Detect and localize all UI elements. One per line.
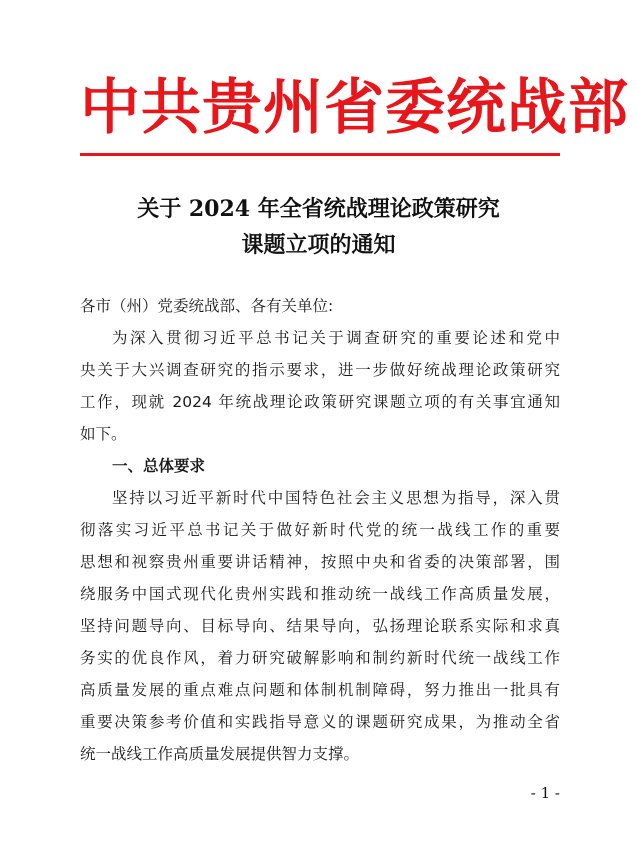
- paragraph-line: 思想和视察贵州重要讲话精神，按照中央和省委的决策部署，围: [80, 553, 560, 571]
- document-title-line-2: 课题立项的通知: [241, 232, 396, 258]
- paragraph-line: 高质量发展的重点难点问题和体制机制障碍，努力推出一批具有: [80, 681, 560, 699]
- paragraph-line: 如下。: [80, 425, 127, 443]
- paragraph-line: 重要决策参考价值和实践指导意义的课题研究成果，为推动全省: [80, 713, 560, 731]
- paragraph-line: 统一战线工作高质量发展提供智力支撑。: [80, 745, 360, 763]
- document-title-line-1: 关于 2024 年全省统战理论政策研究: [137, 196, 500, 222]
- masthead-red-rule: [80, 153, 560, 156]
- paragraph-line: 工作，现就 2024 年统战理论政策研究课题立项的有关事宜通知: [80, 393, 560, 411]
- masthead-title: 中共贵州省委统战部: [80, 73, 629, 143]
- paragraph-line: 坚持问题导向、目标导向、结果导向，弘扬理论联系实际和求真: [80, 617, 560, 635]
- document-body: [80, 290, 560, 770]
- paragraph-line: 央关于大兴调查研究的指示要求，进一步做好统战理论政策研究: [80, 361, 560, 379]
- paragraph-line: 彻落实习近平总书记关于做好新时代党的统一战线工作的重要: [80, 521, 560, 539]
- section-heading: 一、总体要求: [112, 457, 206, 475]
- salutation: 各市（州）党委统战部、各有关单位:: [80, 297, 334, 315]
- page-number: - 1 -: [530, 784, 560, 802]
- paragraph-line: 坚持以习近平新时代中国特色社会主义思想为指导，深入贯: [112, 489, 560, 507]
- paragraph-line: 绕服务中国式现代化贵州实践和推动统一战线工作高质量发展，: [80, 585, 560, 603]
- paragraph-line: 为深入贯彻习近平总书记关于调查研究的重要论述和党中: [112, 329, 560, 347]
- paragraph-line: 务实的优良作风，着力研究破解影响和制约新时代统一战线工作: [80, 649, 560, 667]
